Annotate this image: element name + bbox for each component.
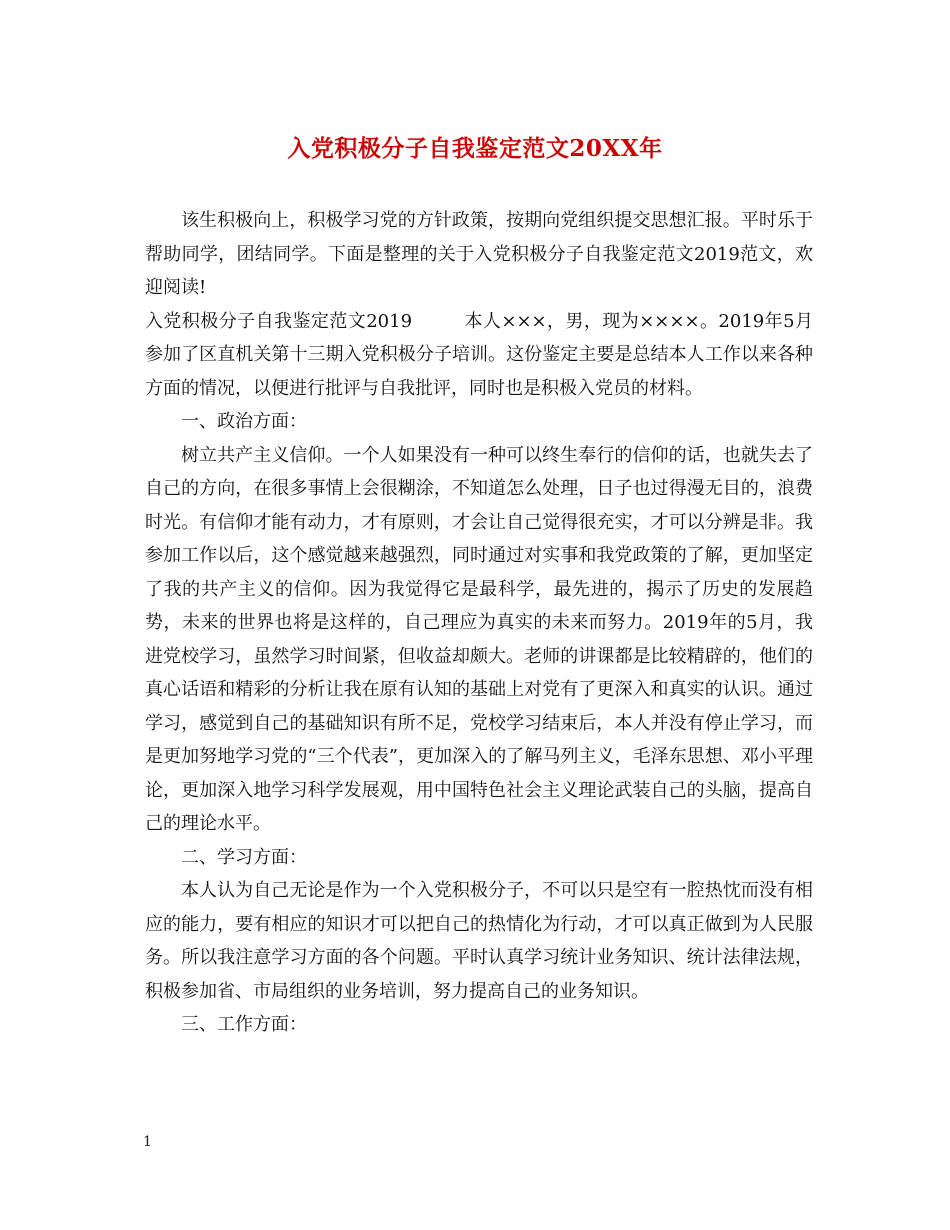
document-body: [145, 204, 813, 1042]
section-politics-heading: 一、政治方面：: [181, 411, 307, 432]
section-work-heading: 三、工作方面：: [181, 1014, 307, 1035]
document-title: 入党积极分子自我鉴定范文20XX年: [287, 135, 663, 162]
section-study-text: 本人认为自己无论是作为一个入党积极分子，不可以只是空有一腔热忱而没有相应的能力，要有相应的知识才可以把自己的热情化为行动，才可以真正做到为人民服务。所以我注意学习方面的各个问题。平时认真学习统计业务知识、统计法律法规，积极参加省、市局组织的业务培训，努力提高自己的业务知识。: [145, 880, 813, 1002]
entry-heading: 入党积极分子自我鉴定范文2019: [145, 310, 413, 332]
entry-paragraph: [145, 305, 813, 406]
page-number: 1: [143, 1134, 152, 1150]
section-politics-text: 树立共产主义信仰。一个人如果没有一种可以终生奉行的信仰的话，也就失去了自己的方向，在很多事情上会很糊涂，不知道怎么处理，日子也过得漫无目的，浪费时光。有信仰才能有动力，才有原则，才会让自己觉得很充实，才可以分辨是非。我参加工作以后，这个感觉越来越强烈，同时通过对实事和我党政策的了解，更加坚定了我的共产主义的信仰。因为我觉得它是最科学，最先进的，揭示了历史的发展趋势，未来的世界也将是这样的，自己理应为真实的未来而努力。2019年的5月，我进党校学习，虽然学习时间紧，但收益却颇大。老师的讲课都是比较精辟的，他们的真心话语和精彩的分析让我在原有认知的基础上对党有了更深入和真实的认识。通过学习，感觉到自己的基础知识有所不足，党校学习结束后，本人并没有停止学习，而是更加努地学习党的“三个代表”，更加深入的了解马列主义，毛泽东思想、邓小平理论，更加深入地学习科学发展观，用中国特色社会主义理论武装自己的头脑，提高自己的理论水平。: [145, 444, 813, 834]
intro-paragraph: 该生积极向上，积极学习党的方针政策，按期向党组织提交思想汇报。平时乐于帮助同学，团结同学。下面是整理的关于入党积极分子自我鉴定范文2019范文，欢迎阅读!: [145, 210, 813, 298]
entry-text: 本人×××，男，现为××××。2019年5月参加了区直机关第十三期入党积极分子培训。这份鉴定主要是总结本人工作以来各种方面的情况，以便进行批评与自我批评，同时也是积极入党员的材料。: [145, 310, 813, 399]
section-study-heading: 二、学习方面：: [181, 846, 307, 868]
